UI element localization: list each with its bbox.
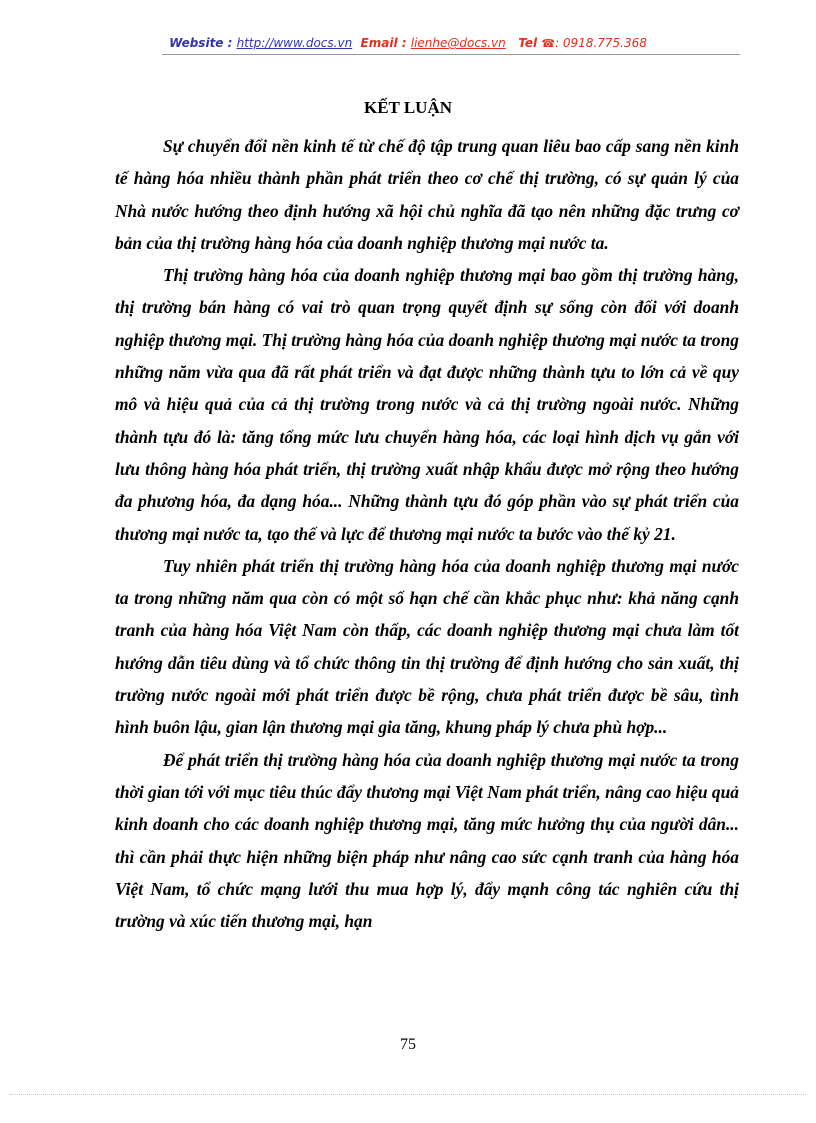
tel-number: : 0918.775.368	[555, 36, 647, 50]
website-link[interactable]: http://www.docs.vn	[236, 36, 353, 50]
paragraph-3: Tuy nhiên phát triển thị trường hàng hóa của doanh nghiệp thương mại nước ta trong những năm qua còn có một số hạn chế cần khắc phục như: khả năng cạnh tranh của hàng hóa Việt Nam còn thấp, các doanh nghiệp thương mại chưa làm tốt hướng dẫn tiêu dùng và tổ chức thông tin thị trường để định hướng cho sản xuất, thị trường nước ngoài mới phát triển được bề rộng, chưa phát triển được bề sâu, tình hình buôn lậu, gian lận thương mại gia tăng, khung pháp lý chưa phù hợp...	[115, 555, 739, 738]
page-header	[0, 36, 816, 50]
page-title: KẾT LUẬN	[363, 98, 452, 117]
paragraph-1: Sự chuyển đổi nền kinh tế từ chế độ tập trung quan liêu bao cấp sang nền kinh tế hàng hóa nhiều thành phần phát triển theo cơ chế thị trường, có sự quản lý của Nhà nước hướng theo định hướng xã hội chủ nghĩa đã tạo nên những đặc trưng cơ bản của thị trường hàng hóa của doanh nghiệp thương mại nước ta.	[115, 136, 739, 253]
document-body	[115, 130, 739, 937]
header-divider	[162, 54, 740, 55]
email-label: Email :	[360, 36, 411, 50]
website-label: Website :	[169, 36, 237, 50]
paragraph-4: Để phát triển thị trường hàng hóa của doanh nghiệp thương mại nước ta trong thời gian tới với mục tiêu thúc đẩy thương mại Việt Nam phát triển, nâng cao hiệu quả kinh doanh cho các doanh nghiệp thương mại, tăng mức hưởng thụ của người dân... thì cần phải thực hiện những biện pháp như nâng cao sức cạnh tranh của hàng hóa Việt Nam, tổ chức mạng lưới thu mua hợp lý, đẩy mạnh công tác nghiên cứu thị trường và xúc tiến thương mại, hạn	[115, 749, 739, 932]
phone-icon: ☎	[541, 37, 556, 50]
email-link[interactable]: lienhe@docs.vn	[410, 36, 506, 50]
tel-label: Tel	[518, 36, 542, 50]
page-number: 75	[400, 1036, 416, 1053]
paragraph-2: Thị trường hàng hóa của doanh nghiệp thương mại bao gồm thị trường hàng, thị trường bán hàng có vai trò quan trọng quyết định sự sống còn đối với doanh nghiệp thương mại. Thị trường hàng hóa của doanh nghiệp thương mại nước ta trong những năm vừa qua đã rất phát triển và đạt được những thành tựu to lớn cả về quy mô và hiệu quả của cả thị trường trong nước và cả thị trường ngoài nước. Những thành tựu đó là: tăng tổng mức lưu chuyển hàng hóa, các loại hình dịch vụ gắn với lưu thông hàng hóa phát triển, thị trường xuất nhập khẩu được mở rộng theo hướng đa phương hóa, đa dạng hóa... Những thành tựu đó góp phần vào sự phát triển của thương mại nước ta, tạo thế và lực để thương mại nước ta bước vào thế kỷ 21.	[115, 265, 739, 544]
footer-divider	[10, 1094, 806, 1095]
